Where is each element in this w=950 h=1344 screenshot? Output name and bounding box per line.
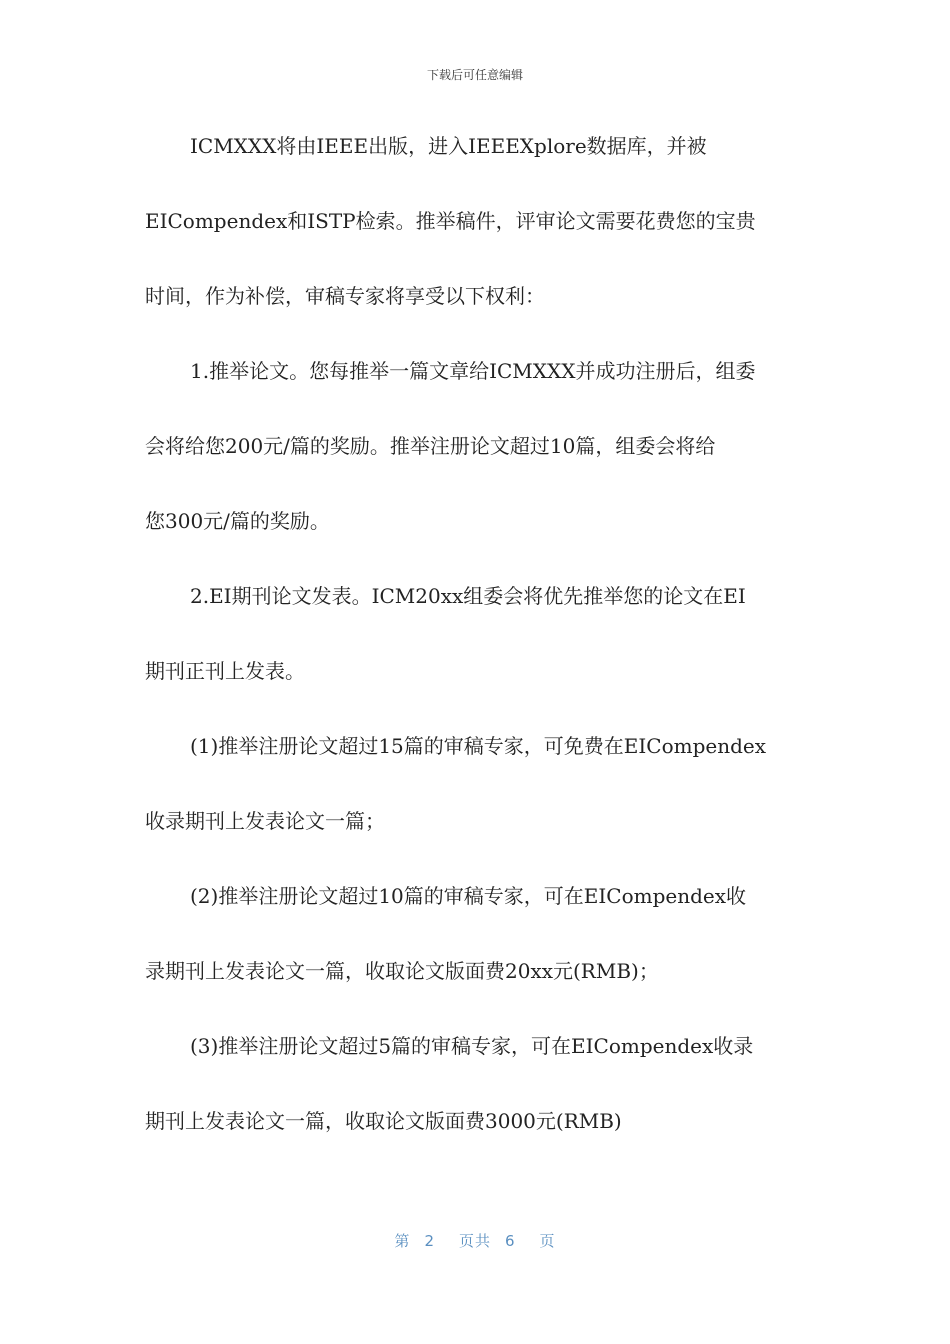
paragraph-line: 1.推举论文。您每推举一篇文章给ICMXXX并成功注册后，组委 [190,359,756,383]
page-prefix: 第 [394,1232,411,1250]
page-header: 下载后可任意编辑 [426,68,523,82]
paragraph-line: 录期刊上发表论文一篇，收取论文版面费20xx元(RMB)； [145,959,659,983]
paragraph-line: (3)推举注册论文超过5篇的审稿专家，可在EICompendex收录 [190,1034,754,1058]
paragraph-line: 收录期刊上发表论文一篇； [145,809,385,833]
paragraph-line: (1)推举注册论文超过15篇的审稿专家，可免费在EICompendex [190,734,767,758]
paragraph-line: 会将给您200元/篇的奖励。推举注册论文超过10篇，组委会将给 [145,434,716,458]
page-footer [0,1230,950,1251]
paragraph-line: 期刊上发表论文一篇，收取论文版面费3000元(RMB) [145,1109,622,1133]
paragraph-line: (2)推举注册论文超过10篇的审稿专家，可在EICompendex收 [190,884,747,908]
document-body [145,128,810,1178]
paragraph-line: 时间，作为补偿，审稿专家将享受以下权利： [145,284,545,308]
total-pages-number: 6 [505,1232,516,1250]
paragraph-line: 期刊正刊上发表。 [145,659,305,683]
paragraph-line: ICMXXX将由IEEE出版，进入IEEEXplore数据库，并被 [190,134,707,158]
paragraph-line: EICompendex和ISTP检索。推举稿件，评审论文需要花费您的宝贵 [145,209,756,233]
page-suffix: 页 [539,1232,556,1250]
page-middle-text: 页共 [458,1232,491,1250]
current-page-number: 2 [424,1232,435,1250]
paragraph-line: 2.EI期刊论文发表。ICM20xx组委会将优先推举您的论文在EI [190,584,746,608]
paragraph-line: 您300元/篇的奖励。 [145,509,330,533]
